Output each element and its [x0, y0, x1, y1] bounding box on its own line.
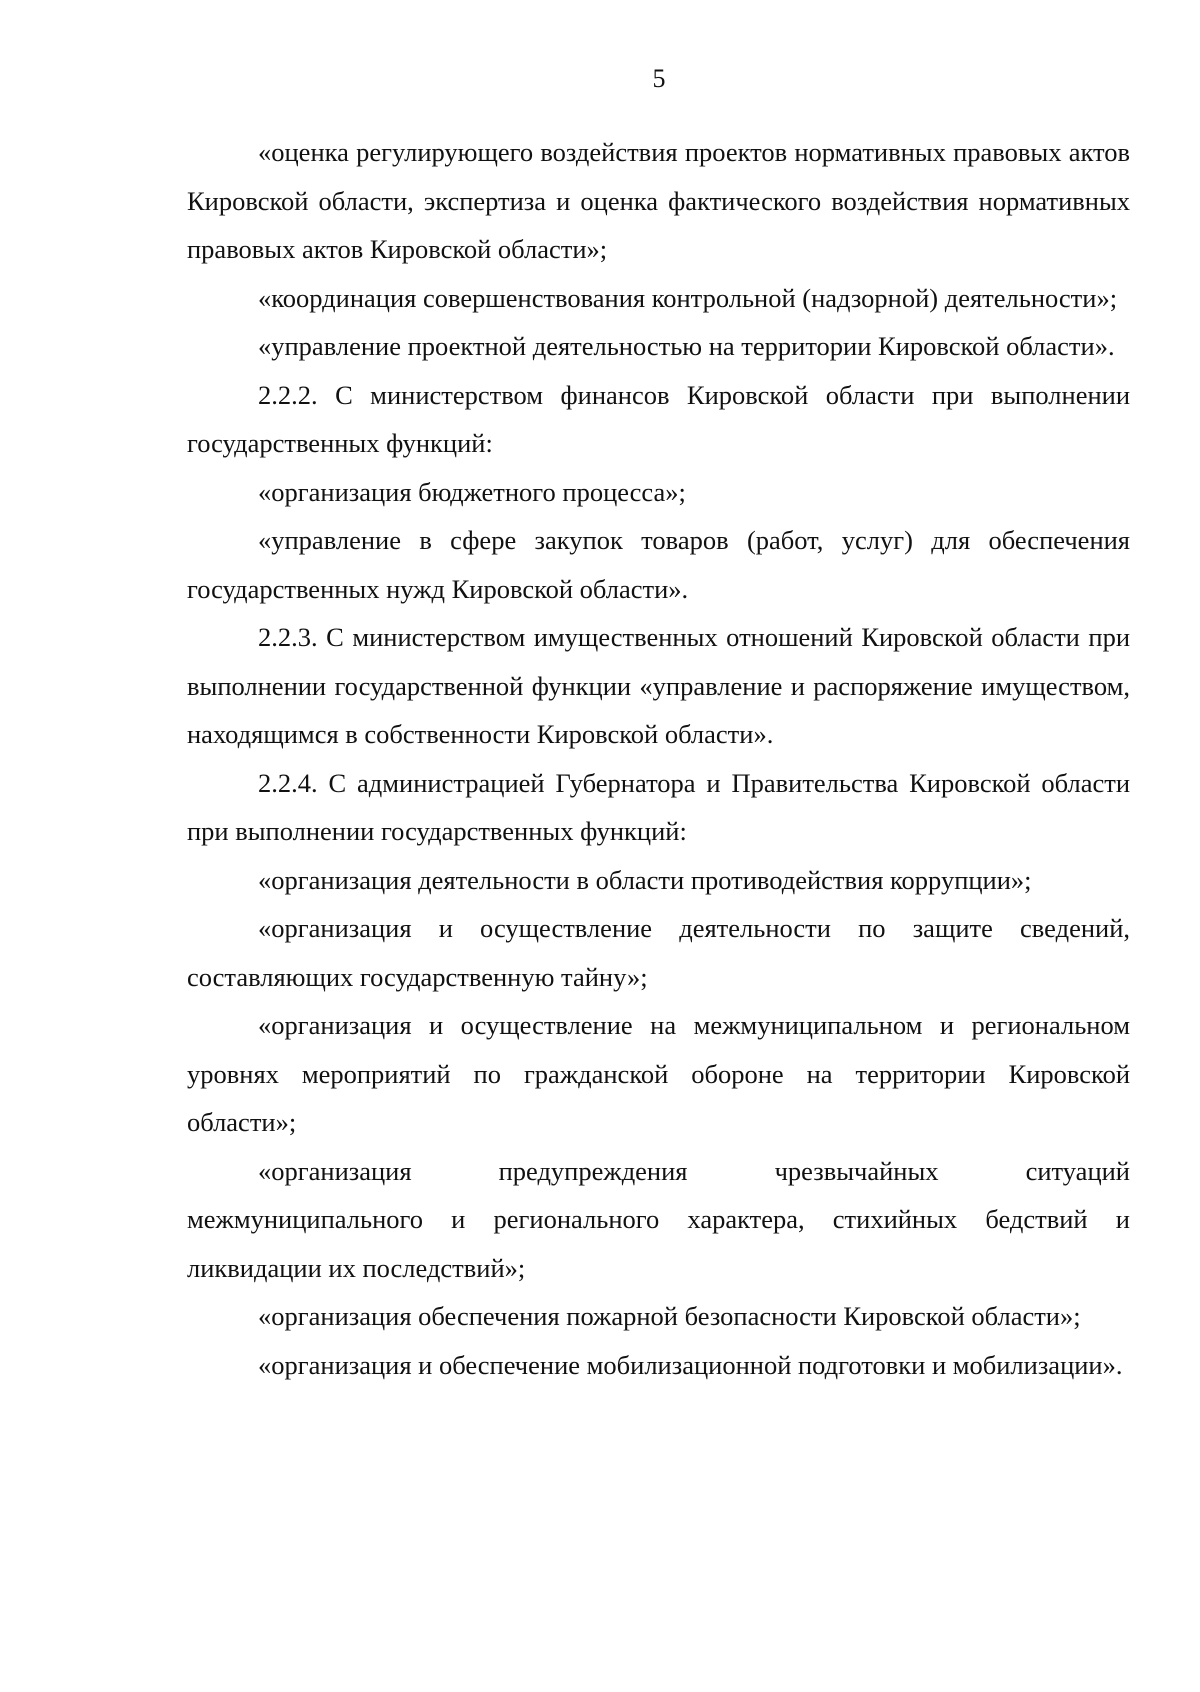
paragraph-clause-2-2-4: 2.2.4. С администрацией Губернатора и Правительства Кировской области при выполнении государственных функций:: [187, 767, 1130, 846]
page-number: 5: [652, 64, 666, 93]
paragraph-emergency-prevention: «организация предупреждения чрезвычайных ситуаций межмуниципального и регионального характера, стихийных бедствий и ликвидации их последствий»;: [187, 1155, 1130, 1283]
paragraph-regulatory-impact: «оценка регулирующего воздействия проектов нормативных правовых актов Кировской области, экспертиза и оценка фактического воздействия нормативных правовых актов Кировской области»;: [187, 137, 1130, 264]
paragraph-clause-2-2-2: 2.2.2. С министерством финансов Кировской области при выполнении государственных функций:: [187, 379, 1130, 458]
document-body: [187, 128, 1130, 1389]
paragraph-state-secret: «организация и осуществление деятельности по защите сведений, составляющих государственную тайну»;: [187, 913, 1130, 992]
paragraph-anti-corruption: «организация деятельности в области противодействия коррупции»;: [258, 864, 1032, 895]
paragraph-mobilization: «организация и обеспечение мобилизационной подготовки и мобилизации».: [258, 1349, 1123, 1380]
paragraph-budget-process: «организация бюджетного процесса»;: [258, 476, 686, 507]
paragraph-procurement: «управление в сфере закупок товаров (работ, услуг) для обеспечения государственных нужд Кировской области».: [187, 525, 1130, 604]
paragraph-control-coordination: «координация совершенствования контрольной (надзорной) деятельности»;: [258, 282, 1118, 313]
paragraph-civil-defense: «организация и осуществление на межмуниципальном и региональном уровнях мероприятий по гражданской обороне на территории Кировской области»;: [187, 1010, 1130, 1137]
paragraph-project-management: «управление проектной деятельностью на территории Кировской области».: [258, 331, 1115, 361]
paragraph-clause-2-2-3: 2.2.3. С министерством имущественных отношений Кировской области при выполнении государственной функции «управление и распоряжение имуществом, находящимся в собственности Кировской области».: [187, 622, 1130, 749]
paragraph-fire-safety: «организация обеспечения пожарной безопасности Кировской области»;: [258, 1301, 1081, 1331]
